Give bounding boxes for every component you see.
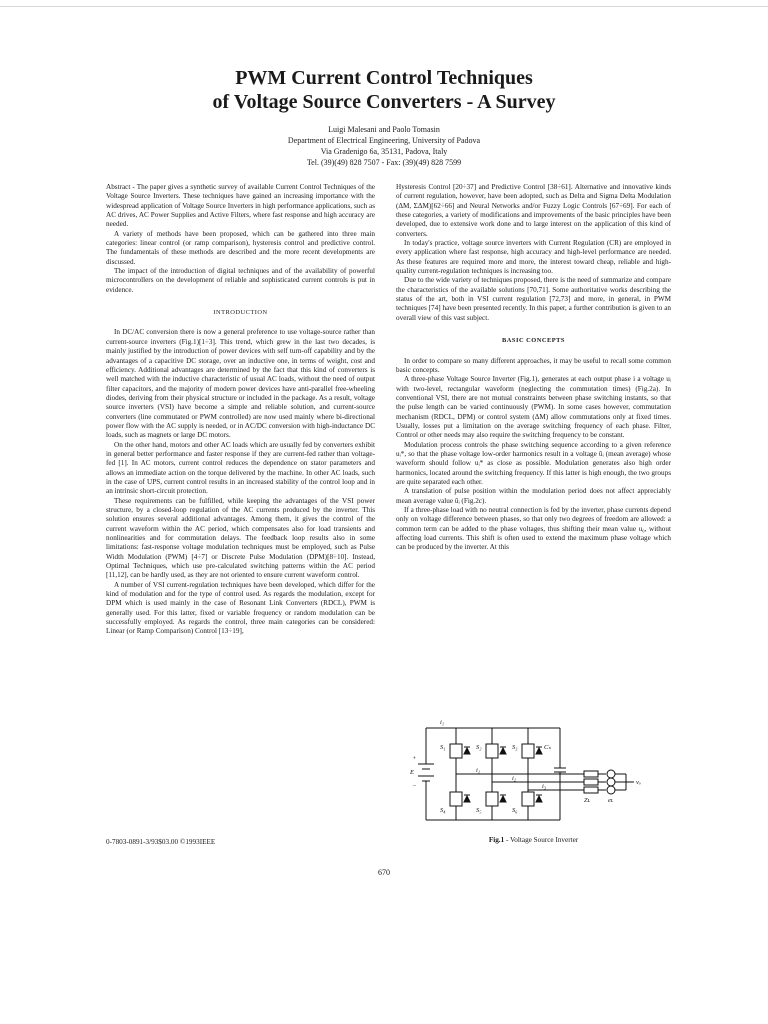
label-e: E (410, 769, 414, 776)
title-line-2: of Voltage Source Converters - A Survey (212, 91, 556, 113)
label-zl: Zʟ (584, 797, 591, 804)
switch-s1 (450, 728, 470, 774)
switch-s4 (450, 774, 470, 820)
basic-para-1: In order to compare so many different approaches, it may be useful to recall some common basic concepts. (396, 356, 671, 374)
label-minus: − (412, 783, 417, 790)
phone: Tel. (39)(49) 828 7507 - Fax: (39)(49) 828 7599 (306, 158, 462, 167)
load-emf-1 (607, 770, 615, 778)
label-vo: vₒ (636, 779, 641, 786)
abstract-para-2: A variety of methods have been proposed, which can be gathered into three main categories: linear control (or ramp comparison), hysteresis control and predictive control. The fundamentals of these methods are described and the more recent developments are discussed. (106, 229, 375, 266)
figure-caption-text: - Voltage Source Inverter (504, 836, 579, 844)
abstract-para-3: The impact of the introduction of digital techniques and of the availability of powerful microcontrollers on the development of reliable and sophisticated current controls is put in evidence. (106, 267, 375, 294)
load-emf-3 (607, 786, 615, 794)
title-line-1: PWM Current Control Techniques (235, 67, 533, 89)
load-impedance-1 (584, 771, 598, 777)
figure-caption (396, 836, 671, 844)
address: Via Gradenigo 6a, 35131, Padova, Italy (320, 147, 448, 156)
abstract-para-1: Abstract - The paper gives a synthetic survey of available Current Control Techniques of the Voltage Source Inverters. These techniques have gained an increasing importance with the widespread application of Voltage Source Inverters in high performance applications, such as AC drives, AC Power Supplies and Active Filters, where fast response and high accuracy are needed. (106, 183, 375, 229)
left-column (106, 183, 375, 637)
label-cs: Cₛ (544, 744, 551, 751)
label-s1: S₁ (440, 744, 446, 751)
label-s3: S₃ (512, 744, 518, 751)
load-impedance-2 (584, 779, 598, 785)
basic-para-2: A three-phase Voltage Source Inverter (Fig.1), generates at each output phase i a voltage uᵢ with two-level, rectangular waveform (neglecting the commutation times) (Fig.2a). In conventional VSI, there are not mutual constraints between phase switching instants, so that the pulse length can be varied continuously (PWM). In some cases however, commutation mechanism (RDCL, DPM) or control system (ΔM) allow commutations only at fixed times. Usually, losses put a limitation on the average switching frequency of each phase. Filter, Control or other needs may also require the switching frequency to be constant. (396, 375, 671, 440)
right-intro-para-2: In today's practice, voltage source inverters with Current Regulation (CR) are employed in every application where fast response, high accuracy and high-level performance are needed. As these features are required more and more, the interest toward cheap, reliable and high-quality current-regulation techniques is increasing too. (396, 239, 671, 276)
intro-para-1: In DC/AC conversion there is now a general preference to use voltage-source rather than current-source inverters (Fig.1)[1÷3]. This trend, which grew in the last two decades, is mainly justified by the introduction of power devices with self turn-off capability and by the advantages of a capacitive DC storage, over an inductive one, in terms of weight, cost and efficiency. Additional advantages are determined by the fact that this kind of converters is well matched with the inductive characteristic of usual AC loads, without the need of output filter capacitors, and the majority of modern power devices have anti-parallel free-wheeling diodes, deriving from their physical structure or included in the package. As a result, voltage source inverters (VSI) have become a simple and reliable solution, and current-source converters (line commutated or PWM controlled) are now used mainly where bi-directional power flow with the AC supply is needed, or in AC/DC conversion with high-inductance DC loads, such as magnets or large DC motors. (106, 328, 375, 440)
switch-s3 (522, 728, 542, 790)
affiliation: Department of Electrical Engineering, University of Padova (287, 136, 481, 145)
paper-title (0, 66, 768, 114)
figure-caption-label: Fig.1 (488, 836, 505, 844)
label-s5: S₅ (476, 807, 482, 814)
page-number: 670 (378, 868, 390, 877)
author-block (0, 124, 768, 168)
switch-s6 (522, 790, 542, 820)
label-el: eʟ (608, 797, 614, 804)
label-plus: + (412, 755, 417, 762)
right-column (396, 183, 671, 553)
authors: Luigi Malesani and Paolo Tomasin (328, 125, 440, 134)
intro-para-3: These requirements can be fulfilled, while keeping the advantages of the VSI power structure, by a closed-loop regulation of the AC currents produced by the inverter. This solution ensures several additional advantages. Among them, it gives the control of the current waveform within the AC period, which compensates also for load transients and nonlinearities and for commutation delays. The feedback loop results also in some limitations: fast-response voltage modulation techniques must be employed, such as Pulse Width Modulation (PWM) [4÷7] or Discrete Pulse Modulation (DPM)[8÷10]. Instead, Optimal Techniques, which use pre-calculated switching patterns within the AC period [11,12], can be hardly used, as they are not oriented to ensure current waveform control. (106, 496, 375, 580)
intro-heading: INTRODUCTION (213, 309, 268, 317)
label-s6: S₆ (512, 807, 518, 814)
basic-para-3: Modulation process controls the phase switching sequence according to a given reference uᵢ*, so that the phase voltage low-order harmonics result in a voltage ūᵢ (mean average) whose waveform should follow uᵢ* as close as possible. Modulation generates also high order harmonics, located around the switching frequency. If this latter is high enough, the two groups are quite separated each other. (396, 440, 671, 486)
copyright: 0-7803-0891-3/93$03.00 ©1993IEEE (106, 838, 216, 846)
load-impedance-3 (584, 787, 598, 793)
label-i3: i₃ (542, 783, 547, 790)
intro-para-2: On the other hand, motors and other AC loads which are usually fed by converters exhibit in general better performance and faster response if they are current-fed rather than voltage-fed [1]. In AC motors, current control reduces the dependence on stator parameters and allows an immediate action on the torque delivered by the machine. In other AC loads, such in the case of UPS, current control results in an increased stability of the control loop and in an intrinsic short-circuit protection. (106, 440, 375, 496)
label-s4: S₄ (440, 807, 446, 814)
label-i2: i₂ (512, 775, 517, 782)
intro-para-4: A number of VSI current-regulation techniques have been developed, which differ for the kind of modulation and for the type of control used. As regards the modulation, except for DPM which is used mainly in the case of Resonant Link Converters (RDCL), PWM is generally used. For this latter, fixed or variable frequency or random modulation can be successfully employed. As regards the control, three main categories can be considered: Linear (or Ramp Comparison) Control [13÷19], (106, 580, 375, 636)
label-i1-top: i₁ (440, 719, 445, 726)
top-rule (0, 6, 768, 7)
switch-s5 (486, 782, 506, 820)
label-i1: i₁ (476, 767, 481, 774)
right-intro-para-1: Hysteresis Control [20÷37] and Predictive Control [38÷61]. Alternative and innovative kinds of current regulation, however, have been adopted, such as Delta and Sigma Delta Modulation (ΔM, ΣΔM)[62÷66] and Neural Networks and/or Fuzzy Logic Controls [67÷69]. For each of these categories, a variety of modifications and improvements of the basic principles have been developed, due to extensive work done and to large interest on the application of this kind of converters. (396, 183, 671, 238)
right-intro-para-3: Due to the wide variety of techniques proposed, there is the need of summarize and compare the characteristics of the available solutions [70,71]. Some authoritative works describing the status of the art, both in VSI current regulation [72,73] and more, in general, in PWM techniques [74] have been presented recently. In this paper, a further contribution is given to an overall view of this vast subject. (396, 276, 671, 322)
load-emf-2 (607, 778, 615, 786)
basic-para-5: If a three-phase load with no neutral connection is fed by the inverter, phase currents depend only on voltage difference between phases, so that only two degrees of freedom are allowed: a common term can be added to the phase voltages, thus shifting their mean value u₀, without affecting load currents. This shift is often used to extend the maximum phase voltage which can be produced by the inverter. At this (396, 506, 671, 552)
inverter-circuit-diagram (404, 716, 674, 832)
basic-heading: BASIC CONCEPTS (502, 337, 565, 345)
basic-para-4: A translation of pulse position within the modulation period does not affect appreciably mean average value ūᵢ (Fig.2c). (396, 487, 671, 505)
label-s2: S₂ (476, 744, 482, 751)
